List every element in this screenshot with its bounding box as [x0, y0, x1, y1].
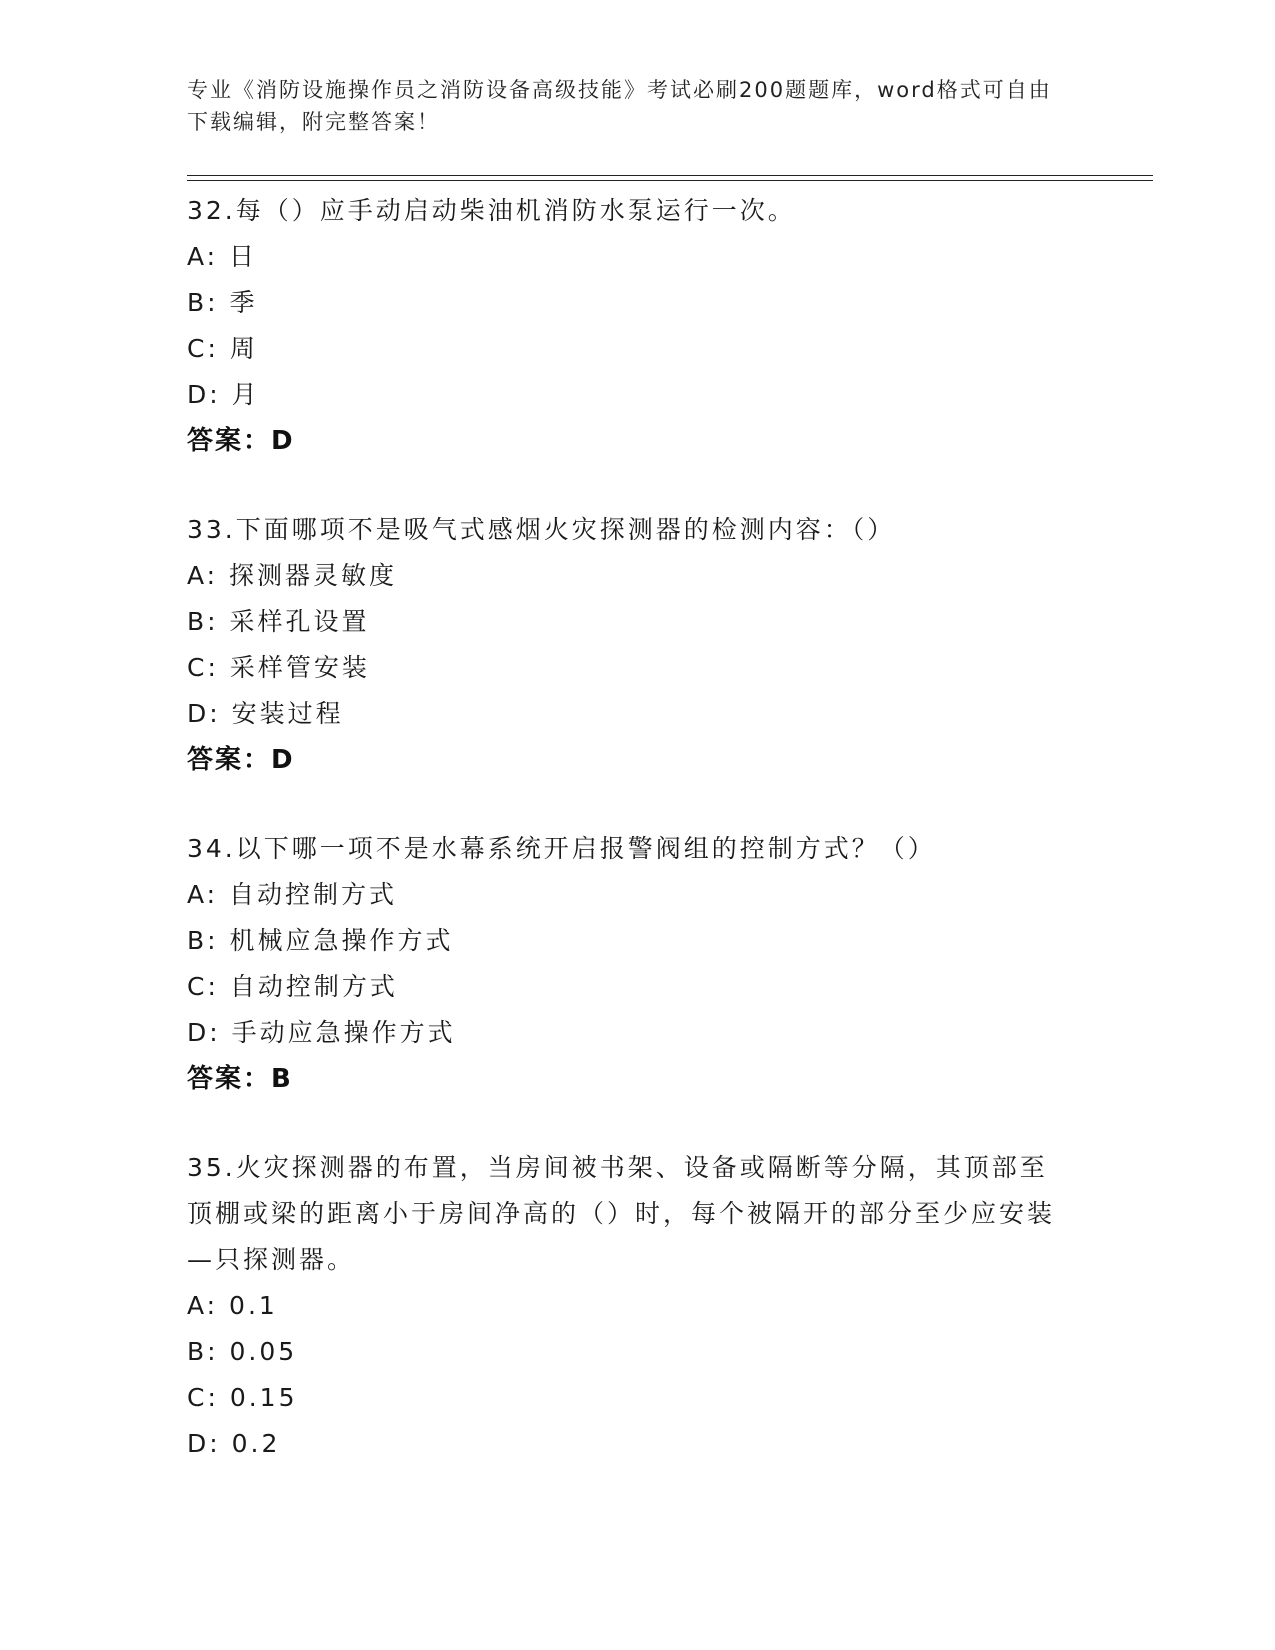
question-33: [187, 507, 1087, 783]
document-header: 专业《消防设施操作员之消防设备高级技能》考试必刷200题题库，word格式可自由下载编辑，附完整答案！: [187, 78, 1052, 134]
option-a: A: 0.1: [187, 1291, 278, 1320]
option-c: C: 自动控制方式: [187, 972, 398, 1001]
question-stem: 32.每（）应手动启动柴油机消防水泵运行一次。: [187, 196, 796, 225]
question-32: [187, 188, 1087, 464]
option-d: D: 安装过程: [187, 699, 344, 728]
answer-label: 答案：B: [187, 1064, 293, 1094]
option-d: D: 月: [187, 380, 260, 409]
option-b: B: 季: [187, 288, 258, 317]
option-c: C: 0.15: [187, 1383, 298, 1412]
question-stem: 35.火灾探测器的布置，当房间被书架、设备或隔断等分隔，其顶部至顶棚或梁的距离小于房间净高的（）时，每个被隔开的部分至少应安装—只探测器。: [187, 1153, 1056, 1274]
question-34: [187, 826, 1087, 1102]
question-stem: 33.下面哪项不是吸气式感烟火灾探测器的检测内容：（）: [187, 515, 896, 544]
option-d: D: 手动应急操作方式: [187, 1018, 456, 1047]
option-d: D: 0.2: [187, 1429, 281, 1458]
option-b: B: 机械应急操作方式: [187, 926, 454, 955]
option-b: B: 0.05: [187, 1337, 298, 1366]
option-a: A: 探测器灵敏度: [187, 561, 398, 590]
option-a: A: 自动控制方式: [187, 880, 398, 909]
option-b: B: 采样孔设置: [187, 607, 370, 636]
header-divider-top: [187, 175, 1153, 176]
answer-label: 答案：D: [187, 745, 295, 775]
question-stem: 34.以下哪一项不是水幕系统开启报警阀组的控制方式？（）: [187, 834, 936, 863]
option-a: A: 日: [187, 242, 258, 271]
answer-label: 答案：D: [187, 426, 295, 456]
option-c: C: 采样管安装: [187, 653, 370, 682]
option-c: C: 周: [187, 334, 258, 363]
question-35: [187, 1145, 1087, 1467]
header-divider-bottom: [187, 180, 1153, 181]
